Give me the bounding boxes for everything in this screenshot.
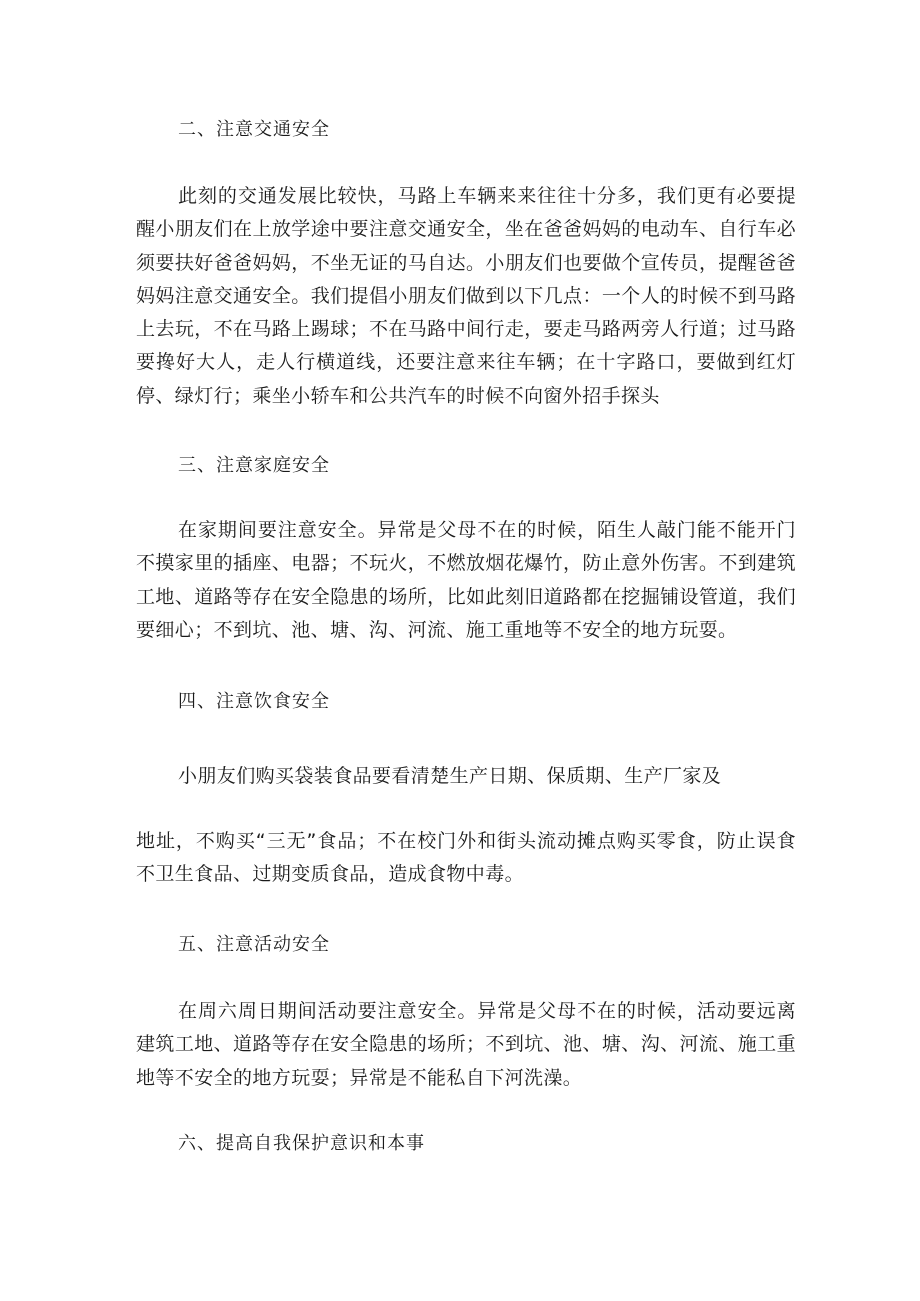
- section-body-food-continued: 地址，不购买“三无”食品；不在校门外和街头流动摊点购买零食，防止误食不卫生食品、过期变质食品，造成食物中毒。: [136, 830, 796, 886]
- section-heading-food: 四、注意饮食安全: [178, 691, 330, 712]
- section-heading-self-protection: 六、提高自我保护意识和本事: [178, 1133, 425, 1154]
- section-body-home: 在家期间要注意安全。异常是父母不在的时候，陌生人敲门能不能开门不摸家里的插座、电器；不玩火，不燃放烟花爆竹，防止意外伤害。不到建筑工地、道路等存在安全隐患的场所，比如此刻旧道路都在挖掘铺设管道，我们要细心；不到坑、池、塘、沟、河流、施工重地等不安全的地方玩耍。: [136, 519, 796, 641]
- section-body-activity: 在周六周日期间活动要注意安全。异常是父母不在的时候，活动要远离建筑工地、道路等存在安全隐患的场所；不到坑、池、塘、沟、河流、施工重地等不安全的地方玩耍；异常是不能私自下河洗澡。: [136, 1000, 796, 1089]
- section-heading-traffic: 二、注意交通安全: [178, 119, 330, 140]
- section-heading-activity: 五、注意活动安全: [178, 934, 330, 955]
- section-body-traffic: 此刻的交通发展比较快，马路上车辆来来往往十分多，我们更有必要提醒小朋友们在上放学途中要注意交通安全，坐在爸爸妈妈的电动车、自行车必须要扶好爸爸妈妈，不坐无证的马自达。小朋友们也要做个宣传员，提醒爸爸妈妈注意交通安全。我们提倡小朋友们做到以下几点：一个人的时候不到马路上去玩，不在马路上踢球；不在马路中间行走，要走马路两旁人行道；过马路要搀好大人，走人行横道线，还要注意来往车辆；在十字路口，要做到红灯停、绿灯行；乘坐小轿车和公共汽车的时候不向窗外招手探头: [136, 185, 796, 407]
- section-body-food: 小朋友们购买袋装食品要看清楚生产日期、保质期、生产厂家及: [178, 765, 722, 787]
- section-heading-home: 三、注意家庭安全: [178, 455, 330, 476]
